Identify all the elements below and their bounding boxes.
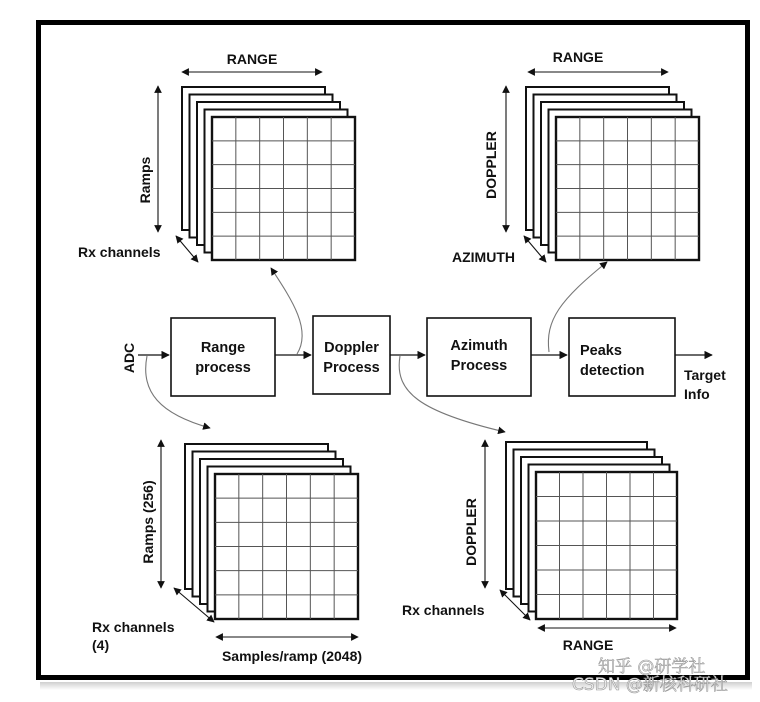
azimuth-process-label-1: Azimuth [450, 338, 508, 354]
range-process-label-1: Range [200, 340, 246, 356]
watermark-zhihu: 知乎 @研学社 [598, 657, 706, 677]
peaks-detection-block [569, 318, 675, 396]
doppler-process-label-2: Process [323, 360, 380, 376]
doppler-process-label-1: Doppler [324, 340, 379, 356]
cube-br-rx-label: Rx channels [402, 602, 485, 618]
cube-tl-rx-label: Rx channels [78, 244, 161, 260]
watermark-csdn: CSDN @新核科研社 [572, 675, 728, 695]
range-process-label-2: process [195, 360, 251, 376]
azimuth-process-label-2: Process [450, 358, 508, 374]
target-info-label-2: Info [684, 386, 710, 402]
peaks-detection-label-1: Peaks [580, 343, 622, 359]
cube-tr-doppler-label: DOPPLER [483, 131, 499, 199]
cube-bl-rx-label: Rx channels [92, 619, 175, 635]
cube-bl-rx-count-label: (4) [92, 637, 110, 653]
cube-bottom-right [506, 442, 677, 619]
cube-tr-range-label: RANGE [552, 49, 604, 65]
cube-tl-range-label: RANGE [226, 51, 278, 67]
cube-tl-ramps-label: Ramps [137, 156, 153, 204]
cube-br-range-label: RANGE [562, 637, 614, 653]
cube-top-left [182, 87, 355, 260]
peaks-detection-label-2: detection [580, 363, 645, 379]
cube-bottom-left [185, 444, 358, 619]
azimuth-process-block [427, 318, 531, 396]
range-process-block [171, 318, 275, 396]
adc-label: ADC [121, 342, 137, 374]
cube-br-doppler-label: DOPPLER [463, 498, 479, 566]
doppler-process-block [313, 316, 390, 394]
cube-tr-azimuth-label: AZIMUTH [452, 249, 515, 265]
cube-bl-ramps-label: Ramps (256) [140, 480, 156, 564]
target-info-label-1: Target [684, 367, 726, 383]
cube-bl-samples-label: Samples/ramp (2048) [221, 648, 363, 664]
cube-top-right [526, 87, 699, 260]
